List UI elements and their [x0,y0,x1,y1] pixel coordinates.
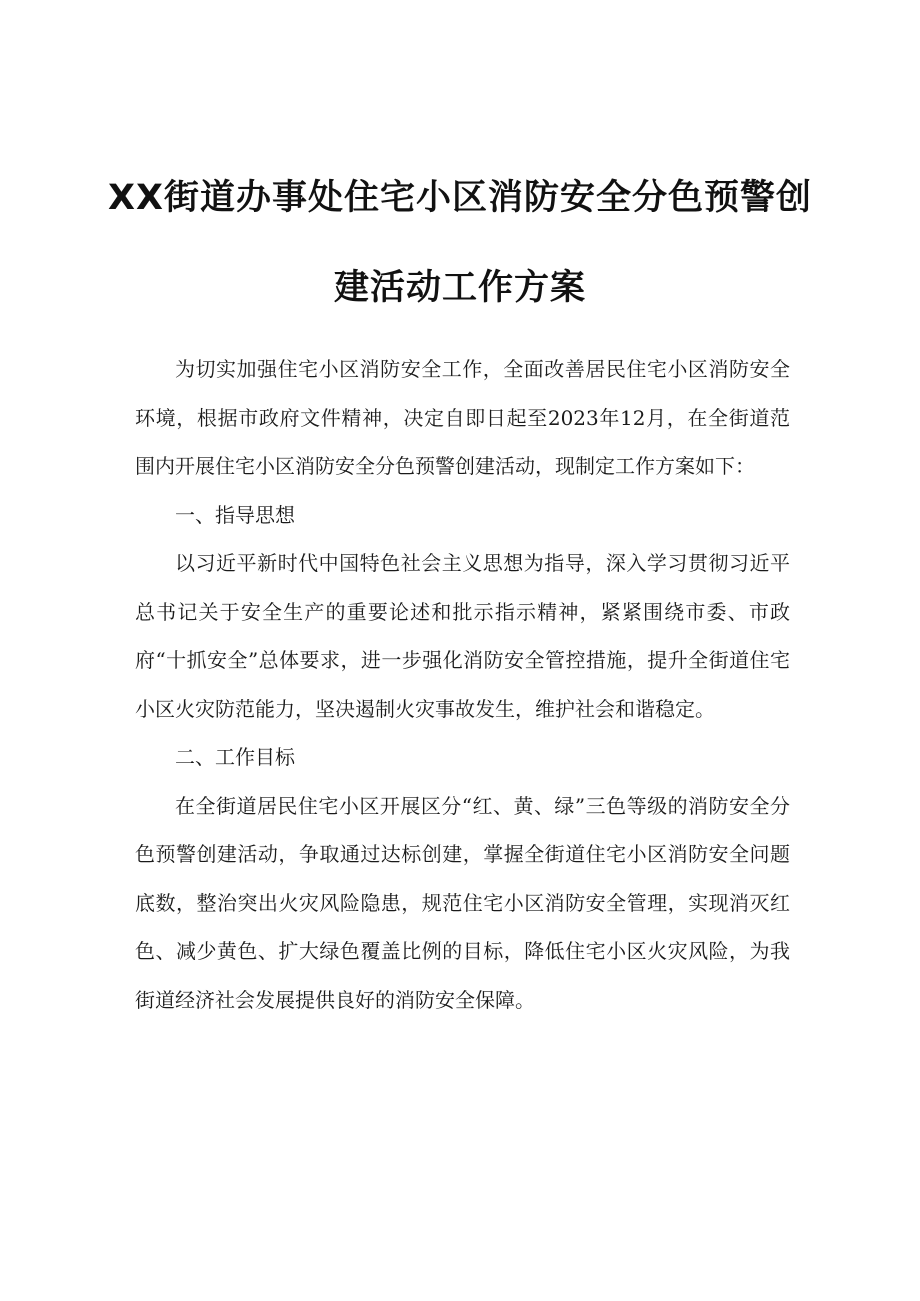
intro-paragraph: 为切实加强住宅小区消防安全工作，全面改善居民住宅小区消防安全环境，根据市政府文件精神，决定自即日起至2023年12月，在全街道范围内开展住宅小区消防安全分色预警创建活动，现制定工作方案如下： [135,357,790,478]
document-title-line-1: XX街道办事处住宅小区消防安全分色预警创 [108,178,812,218]
document-body [135,345,790,1024]
section-heading-work-goals: 二、工作目标 [175,745,295,769]
section-paragraph-work-goals: 在全街道居民住宅小区开展区分“红、黄、绿”三色等级的消防安全分色预警创建活动，争取通过达标创建，掌握全街道住宅小区消防安全问题底数，整治突出火灾风险隐患，规范住宅小区消防安全管理，实现消灭红色、减少黄色、扩大绿色覆盖比例的目标，降低住宅小区火灾风险，为我街道经济社会发展提供良好的消防安全保障。 [135,793,790,1012]
section-heading-guiding-ideology: 一、指导思想 [175,502,295,527]
document-title-line-2: 建活动工作方案 [333,268,586,308]
section-paragraph-guiding-ideology: 以习近平新时代中国特色社会主义思想为指导，深入学习贯彻习近平总书记关于安全生产的重要论述和批示指示精神，紧紧围绕市委、市政府“十抓安全”总体要求，进一步强化消防安全管控措施，提升全街道住宅小区火灾防范能力，坚决遏制火灾事故发生，维护社会和谐稳定。 [135,551,790,721]
